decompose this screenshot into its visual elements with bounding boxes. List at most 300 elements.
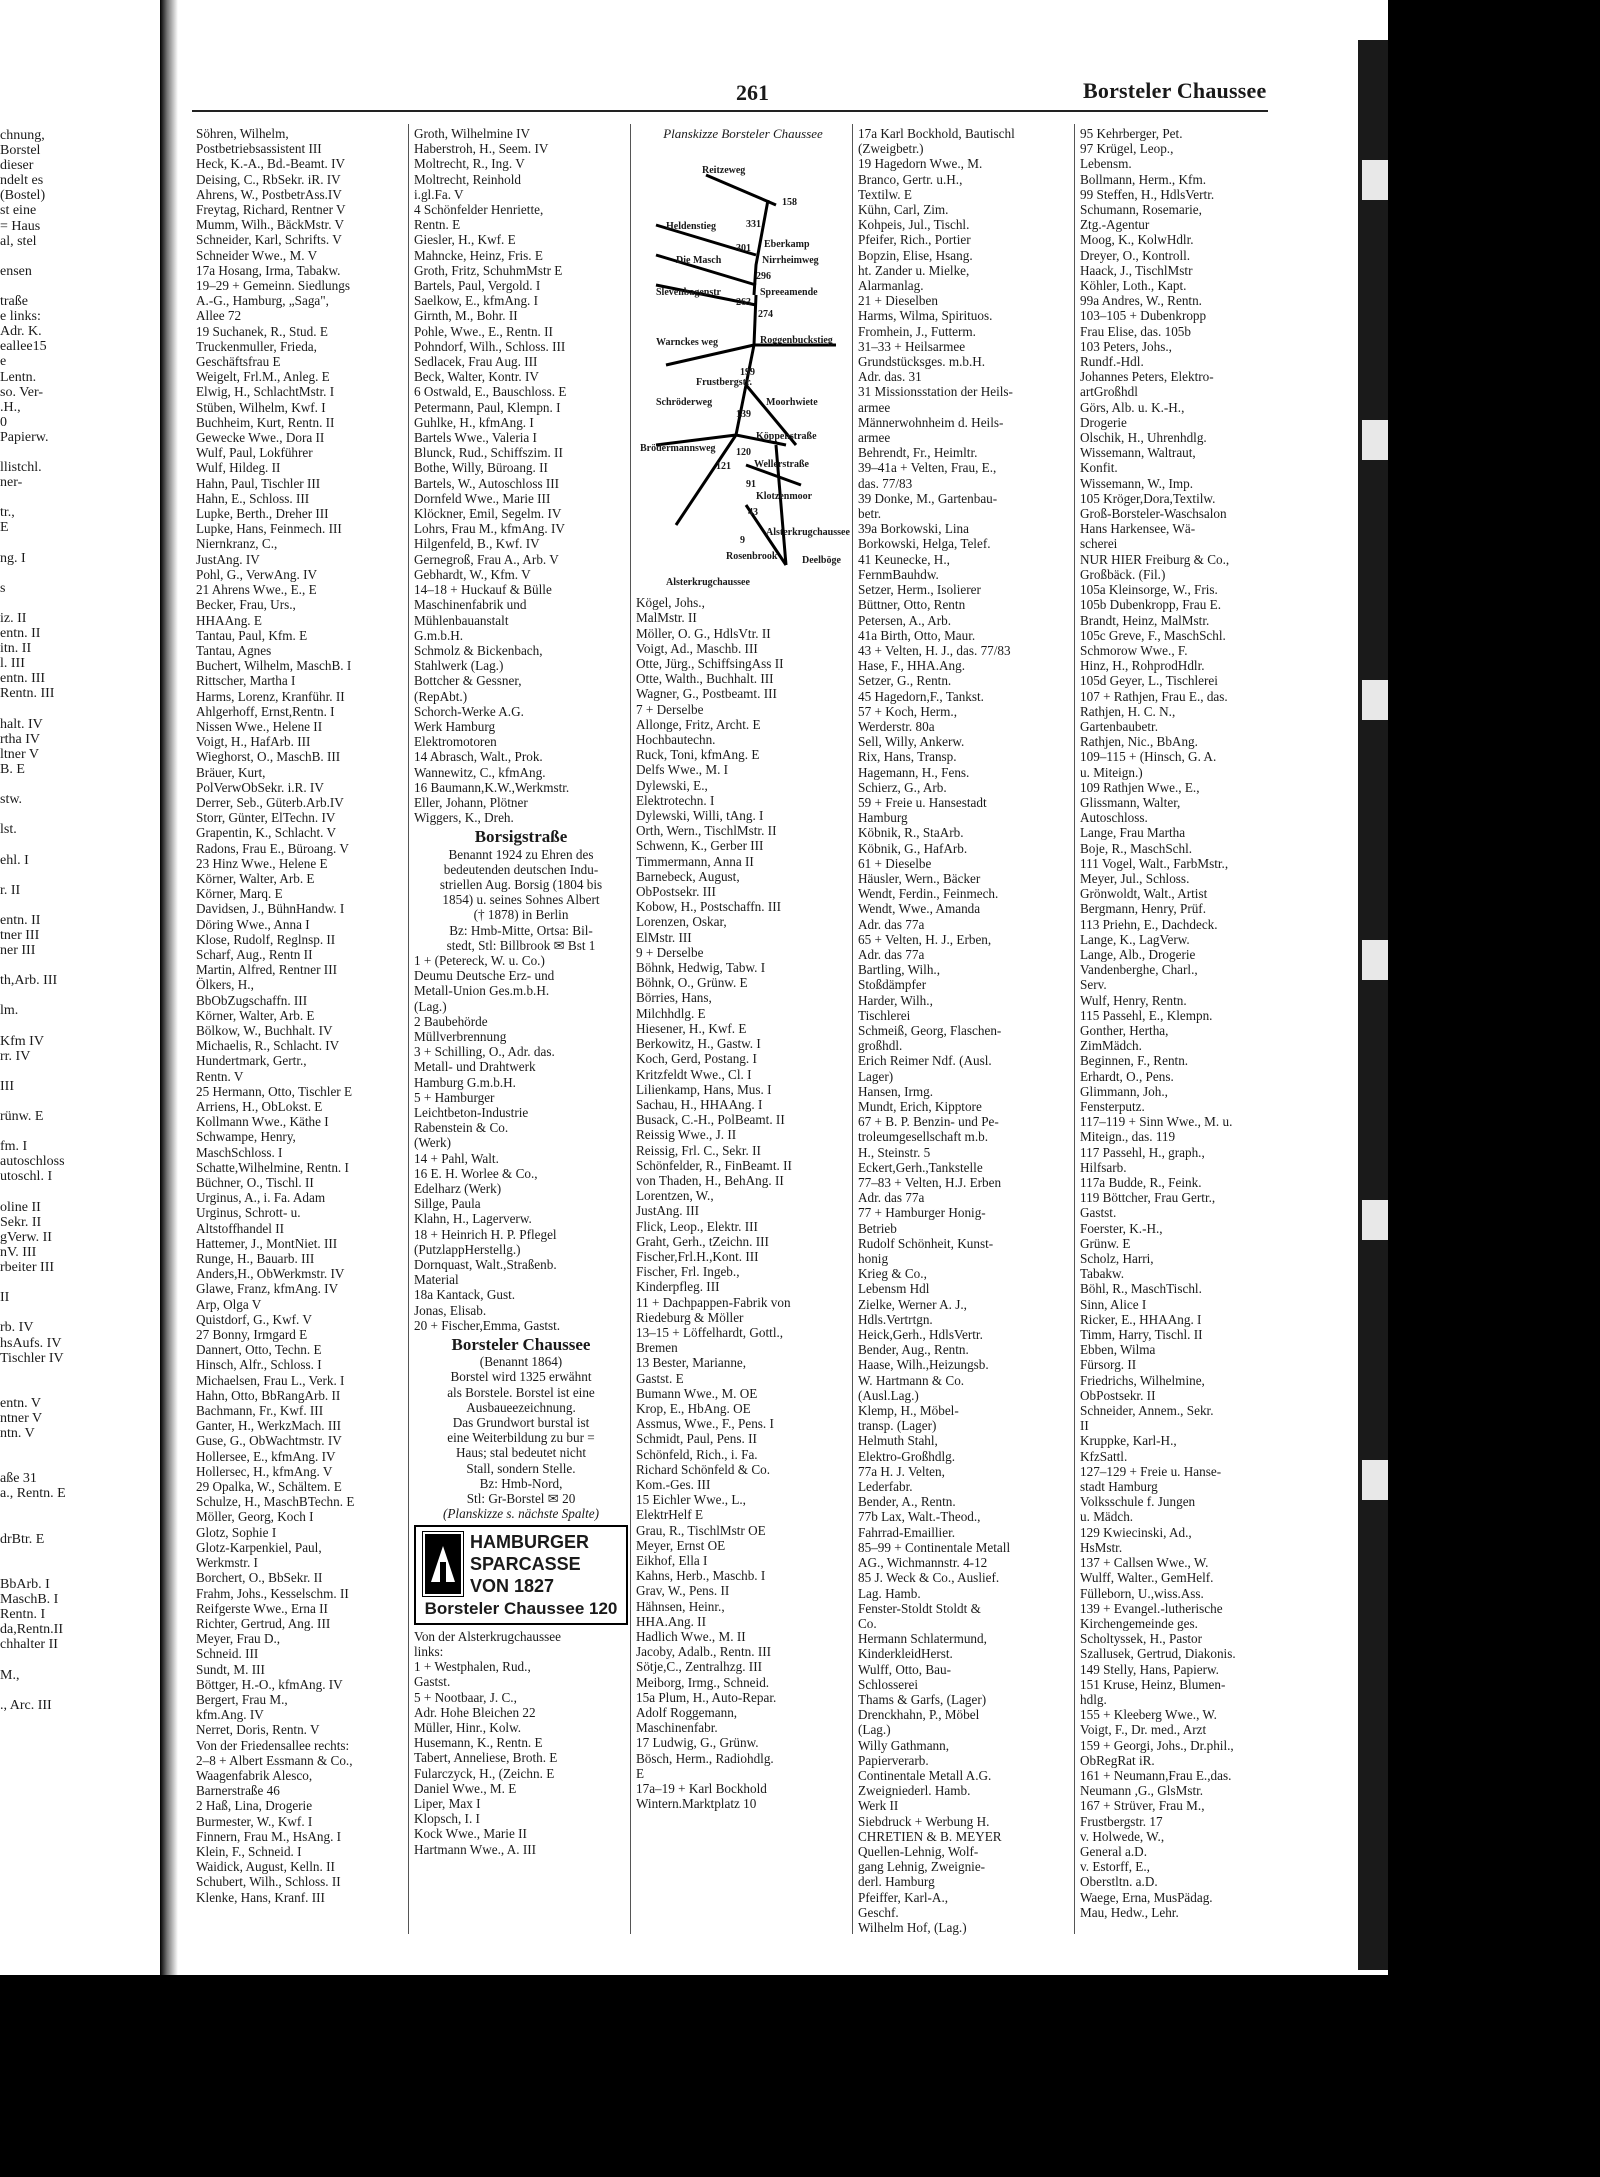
fragment-line: halt. IV xyxy=(0,716,43,732)
directory-entry: Schwenn, K., Gerber III xyxy=(636,838,764,854)
map-number: 120 xyxy=(736,447,751,459)
directory-entry: 19 Hagedorn Wwe., M. xyxy=(858,156,983,172)
directory-entry: 99a Andres, W., Rentn. xyxy=(1080,293,1202,309)
directory-entry: Anders,H., ObWerkmstr. IV xyxy=(196,1266,345,1282)
map-label: Alsterkrugchaussee xyxy=(766,527,850,539)
directory-entry: transp. (Lager) xyxy=(858,1418,937,1434)
directory-entry: Lederfabr. xyxy=(858,1479,913,1495)
directory-entry: Miteign., das. 119 xyxy=(1080,1129,1176,1145)
directory-entry: Bartels Wwe., Valeria I xyxy=(414,430,537,446)
directory-entry: Bender, A., Rentn. xyxy=(858,1494,956,1510)
fragment-line xyxy=(0,702,160,717)
directory-entry: Tantau, Agnes xyxy=(196,642,272,658)
directory-entry: Werk II xyxy=(858,1798,899,1814)
fragment-line xyxy=(0,1652,160,1667)
directory-entry: Richard Schönfeld & Co. xyxy=(636,1461,771,1477)
directory-entry: Wulf, Henry, Rentn. xyxy=(1080,992,1187,1008)
fragment-line: ng. I xyxy=(0,550,26,566)
directory-entry: Hagemann, H., Fens. xyxy=(858,764,970,780)
directory-entry: Gastst. E xyxy=(636,1370,684,1386)
directory-entry: Glissmann, Walter, xyxy=(1080,794,1181,810)
directory-entry: Köbnik, G., HafArb. xyxy=(858,840,968,856)
directory-entry: Körner, Walter, Arb. E xyxy=(196,1007,315,1023)
directory-entry: Lorenzen, Oskar, xyxy=(636,914,727,930)
directory-entry: 117 Passehl, H., graph., xyxy=(1080,1144,1205,1160)
directory-entry: Papierverarb. xyxy=(858,1752,929,1768)
fragment-line: = Haus xyxy=(0,218,41,234)
directory-entry: 139 + Evangel.-lutherische xyxy=(1080,1600,1223,1616)
map-label: Brödermannsweg xyxy=(640,443,716,455)
fragment-line: chhalter II xyxy=(0,1637,58,1653)
directory-entry: Allonge, Fritz, Archt. E xyxy=(636,716,761,732)
directory-entry: Mau, Hedw., Lehr. xyxy=(1080,1904,1179,1920)
directory-entry: 45 Hagedorn,F., Tankst. xyxy=(858,688,984,704)
directory-entry: Nissen Wwe., Helene II xyxy=(196,718,323,734)
directory-entry: 105c Greve, F., MaschSchl. xyxy=(1080,627,1226,643)
fragment-line: Rentn. I xyxy=(0,1607,46,1623)
directory-entry: Meyer, Ernst OE xyxy=(636,1537,726,1553)
directory-entry: Glimmann, Joh., xyxy=(1080,1083,1168,1099)
directory-entry: Grapentin, K., Schlacht. V xyxy=(196,825,337,841)
directory-entry: 1 + (Petereck, W. u. Co.) xyxy=(414,952,545,968)
directory-entry: FernmBauhdw. xyxy=(858,566,939,582)
directory-entry: Girnth, M., Bohr. II xyxy=(414,308,518,324)
fragment-line xyxy=(0,837,160,852)
directory-entry: Voigt, Ad., Maschb. III xyxy=(636,640,758,656)
directory-entry: Heck, K.-A., Bd.-Beamt. IV xyxy=(196,156,346,172)
directory-entry: 17a–19 + Karl Bockhold xyxy=(636,1781,767,1797)
street-map-sketch xyxy=(636,145,848,595)
directory-entry: Glawe, Franz, kfmAng. IV xyxy=(196,1281,339,1297)
directory-entry: Adr. das 77a xyxy=(858,916,925,932)
directory-entry: Schneider, Karl, Schrifts. V xyxy=(196,232,342,248)
directory-entry: Bergert, Frau M., xyxy=(196,1691,288,1707)
fragment-line xyxy=(0,1562,160,1577)
fragment-line: tr., xyxy=(0,505,15,521)
directory-entry: Hinz, H., RohprodHdlr. xyxy=(1080,658,1205,674)
fragment-line: Lentn. xyxy=(0,369,37,385)
directory-entry: Reissig Wwe., J. II xyxy=(636,1127,737,1143)
directory-entry: Schubert, Wilh., Schloss. II xyxy=(196,1874,341,1890)
directory-entry: Johannes Peters, Elektro- xyxy=(1080,369,1214,385)
fragment-line: lst. xyxy=(0,822,17,838)
map-label: Frustbergstr. xyxy=(696,377,753,389)
directory-entry: Schumann, Rosemarie, xyxy=(1080,202,1202,218)
description-line: Borstel wird 1325 erwähnt xyxy=(450,1369,592,1385)
directory-entry: Grönwoldt, Walt., Artist xyxy=(1080,886,1208,902)
directory-entry: Kühn, Carl, Zim. xyxy=(858,202,949,218)
directory-entry: 2–8 + Albert Essmann & Co., xyxy=(196,1752,353,1768)
directory-entry: Grau, R., TischlMstr OE xyxy=(636,1522,766,1538)
directory-entry: Bremen xyxy=(636,1340,678,1356)
directory-entry: 105a Kleinsorge, W., Fris. xyxy=(1080,582,1218,598)
directory-entry: Becker, Frau, Urs., xyxy=(196,597,296,613)
directory-entry: Kohpeis, Jul., Tischl. xyxy=(858,217,970,233)
directory-entry: Adr. das 77a xyxy=(858,946,925,962)
directory-entry: Mühlenbauanstalt xyxy=(414,612,509,628)
fragment-line xyxy=(0,807,160,822)
directory-entry: Volksschule f. Jungen xyxy=(1080,1494,1196,1510)
directory-entry: Klemp, H., Möbel- xyxy=(858,1403,959,1419)
directory-entry: 95 Kehrberger, Pet. xyxy=(1080,126,1183,141)
directory-entry: Burmester, W., Kwf. I xyxy=(196,1813,313,1829)
bank-logo-icon xyxy=(422,1531,464,1597)
directory-entry: Frahm, Johs., Kesselschm. II xyxy=(196,1585,349,1601)
description-line: Ausbaueezeichnung. xyxy=(466,1399,576,1415)
fragment-line xyxy=(0,868,160,883)
directory-entry: G.m.b.H. xyxy=(414,627,464,643)
directory-entry: 7 + Derselbe xyxy=(636,701,704,717)
fragment-line xyxy=(0,1456,160,1471)
directory-entry: Wulf, Hildeg. II xyxy=(196,460,281,476)
directory-entry: Gernegroß, Frau A., Arb. V xyxy=(414,551,559,567)
directory-entry: Werderstr. 80a xyxy=(858,718,935,734)
directory-entry: Hamburg xyxy=(858,810,908,826)
fragment-line xyxy=(0,958,160,973)
directory-entry: Rentn. E xyxy=(414,217,461,233)
directory-entry: Lupke, Hans, Feinmech. III xyxy=(196,521,342,537)
fragment-line xyxy=(0,249,160,264)
directory-entry: Lebensm Hdl xyxy=(858,1281,930,1297)
fragment-line: drBtr. E xyxy=(0,1531,45,1547)
description-line: Benannt 1924 zu Ehren des xyxy=(448,846,594,862)
fragment-line: ehl. I xyxy=(0,852,29,868)
directory-entry: Frau Elise, das. 105b xyxy=(1080,323,1191,339)
directory-entry: honig xyxy=(858,1251,889,1267)
directory-entry: Eikhof, Ella I xyxy=(636,1553,708,1568)
directory-entry: Lilienkamp, Hans, Mus. I xyxy=(636,1081,772,1097)
street-heading-borsigstrasse: Borsigstraße xyxy=(474,827,568,847)
directory-entry: Bartling, Wilh., xyxy=(858,962,941,978)
fragment-line xyxy=(0,1185,160,1200)
directory-entry: Glotz-Karpenkiel, Paul, xyxy=(196,1539,322,1555)
fragment-line: tner III xyxy=(0,927,40,943)
directory-entry: Rathjen, H. C. N., xyxy=(1080,703,1176,719)
directory-entry: 5 + Hamburger xyxy=(414,1089,495,1105)
fragment-line: utoschl. I xyxy=(0,1169,53,1185)
map-label: Reitzeweg xyxy=(702,165,746,177)
directory-entry: Hahn, Paul, Tischler III xyxy=(196,475,321,491)
directory-entry: Allee 72 xyxy=(196,308,242,324)
directory-entry: Lager) xyxy=(858,1068,894,1084)
directory-entry: Berkowitz, H., Gastw. I xyxy=(636,1036,761,1052)
fragment-line: entn. III xyxy=(0,671,46,687)
directory-entry: MaschSchloss. I xyxy=(196,1144,283,1160)
directory-entry: Ahlgerhoff, Ernst,Rentn. I xyxy=(196,703,335,719)
directory-entry: Büttner, Otto, Rentn xyxy=(858,597,966,613)
directory-entry: Fromhein, J., Futterm. xyxy=(858,323,976,339)
directory-entry: Bräuer, Kurt, xyxy=(196,764,266,780)
directory-entry: Timmermann, Anna II xyxy=(636,853,754,869)
running-head: Borsteler Chaussee xyxy=(1083,78,1267,103)
directory-entry: 85 J. Weck & Co., Auslief. xyxy=(858,1570,1000,1586)
directory-entry: Werk Hamburg xyxy=(414,718,496,734)
directory-entry: JustAng. IV xyxy=(196,551,260,567)
directory-entry: Pohl, G., VerwAng. IV xyxy=(196,566,318,582)
directory-entry: Kahns, Herb., Maschb. I xyxy=(636,1568,766,1584)
directory-entry: 9 + Derselbe xyxy=(636,944,704,960)
page-number: 261 xyxy=(736,80,769,105)
directory-entry: Kruppke, Karl-H., xyxy=(1080,1433,1177,1449)
fragment-line: llistchl. xyxy=(0,460,42,476)
fragment-line: chnung, xyxy=(0,128,45,143)
fragment-line: B. E xyxy=(0,761,25,777)
directory-entry: Lohrs, Frau M., kfmAng. IV xyxy=(414,521,565,537)
directory-entry: Böhnk, O., Grünw. E xyxy=(636,975,748,991)
directory-entry: Koch, Gerd, Postang. I xyxy=(636,1051,757,1067)
directory-entry: Dylewski, Willi, tAng. I xyxy=(636,808,764,824)
scan-border xyxy=(1388,0,1600,2177)
directory-entry: Reissig, Frl. C., Sekr. II xyxy=(636,1142,761,1158)
directory-entry: 59 + Freie u. Hansestadt xyxy=(858,794,987,810)
directory-entry: Michaelis, R., Schlacht. IV xyxy=(196,1038,340,1054)
directory-entry: Hase, F., HHA.Ang. xyxy=(858,658,965,674)
directory-entry: Hochbautechn. xyxy=(636,732,716,748)
directory-entry: Ölkers, H., xyxy=(196,977,254,993)
directory-entry: Buchert, Wilhelm, MaschB. I xyxy=(196,658,352,674)
map-number: 274 xyxy=(758,309,773,321)
directory-entry: Adr. das 77a xyxy=(858,1190,925,1206)
directory-entry: Fensterputz. xyxy=(1080,1099,1145,1114)
directory-entry: 31 Missionsstation der Heils- xyxy=(858,384,1013,400)
directory-entry: 17 Ludwig, G., Grünw. xyxy=(636,1735,759,1751)
directory-entry: Olschik, H., Uhrenhdlg. xyxy=(1080,430,1207,446)
directory-entry: 13–15 + Löffelhardt, Gottl., xyxy=(636,1324,784,1340)
directory-entry: JustAng. III xyxy=(636,1203,700,1219)
fragment-line: stw. xyxy=(0,792,23,808)
directory-entry: Werkmstr. I xyxy=(196,1555,258,1571)
directory-entry: Gastst. xyxy=(1080,1205,1117,1221)
directory-entry: Bender, Aug., Rentn. xyxy=(858,1342,969,1358)
directory-entry: Stahlwerk (Lag.) xyxy=(414,658,504,674)
directory-entry: Boje, R., MaschSchl. xyxy=(1080,840,1193,856)
directory-entry: Ricker, E., HHAAng. I xyxy=(1080,1311,1202,1327)
directory-entry: Pfeifer, Rich., Portier xyxy=(858,232,971,248)
directory-entry: u. Miteign.) xyxy=(1080,764,1143,780)
directory-entry: Tantau, Paul, Kfm. E xyxy=(196,627,308,643)
directory-entry: Görs, Alb. u. K.-H., xyxy=(1080,399,1185,415)
directory-entry: Erhardt, O., Pens. xyxy=(1080,1068,1174,1084)
fragment-line: MaschB. I xyxy=(0,1592,59,1608)
fragment-line xyxy=(0,1019,160,1034)
directory-entry: 109 Rathjen Wwe., E., xyxy=(1080,779,1200,795)
fragment-line: Sekr. II xyxy=(0,1214,42,1230)
directory-entry: Waidick, August, Kelln. II xyxy=(196,1859,335,1875)
directory-entry: Moog, K., KolwHdlr. xyxy=(1080,232,1194,248)
directory-entry: Leichtbeton-Industrie xyxy=(414,1105,529,1120)
map-number: 331 xyxy=(746,219,761,231)
fragment-line xyxy=(0,1381,160,1396)
directory-entry: Postbetriebsassistent III xyxy=(196,141,322,157)
directory-entry: Klenke, Hans, Kranf. III xyxy=(196,1889,325,1905)
directory-entry: 4 Schönfelder Henriette, xyxy=(414,202,544,218)
fragment-line xyxy=(0,1305,160,1320)
description-line: striellen Aug. Borsig (1804 bis xyxy=(439,876,603,892)
map-number: 158 xyxy=(782,197,797,209)
directory-entry: Arriens, H., ObLokst. E xyxy=(196,1099,323,1114)
directory-entry: 129 Kwiecinski, Ad., xyxy=(1080,1524,1192,1540)
directory-entry: Betrieb xyxy=(858,1220,897,1236)
directory-entry: Gastst. xyxy=(414,1674,451,1690)
column-4 xyxy=(858,126,1076,1935)
directory-entry: Haase, Wilh.,Heizungsb. xyxy=(858,1357,989,1373)
directory-entry: Krieg & Co., xyxy=(858,1266,927,1282)
directory-entry: Schönfeld, Rich., i. Fa. xyxy=(636,1446,758,1462)
directory-entry: Fischer, Frl. Ingeb., xyxy=(636,1264,740,1280)
directory-entry: Niernkranz, C., xyxy=(196,536,278,552)
directory-entry: Quistdorf, G., Kwf. V xyxy=(196,1311,312,1327)
directory-entry: Textilw. E xyxy=(858,186,912,202)
fragment-line xyxy=(0,445,160,460)
directory-entry: Scharf, Aug., Rentn II xyxy=(196,946,313,962)
directory-entry: 17a Karl Bockhold, Bautischl xyxy=(858,126,1015,141)
advertisement-line: VON 1827 xyxy=(470,1576,555,1597)
directory-entry: Runge, H., Bauarb. III xyxy=(196,1251,315,1267)
directory-entry: 77–83 + Velten, H.J. Erben xyxy=(858,1175,1002,1191)
directory-entry: Edelharz (Werk) xyxy=(414,1181,502,1197)
directory-entry: Bölkow, W., Buchhalt. IV xyxy=(196,1022,333,1038)
directory-entry: Haberstroh, H., Seem. IV xyxy=(414,141,549,157)
fragment-line: Adr. K. xyxy=(0,324,42,340)
directory-entry: Mahncke, Heinz, Fris. E xyxy=(414,247,543,263)
directory-entry: Glotz, Sophie I xyxy=(196,1524,277,1540)
directory-entry: links: xyxy=(414,1643,444,1659)
directory-entry: Möller, Georg, Koch I xyxy=(196,1509,314,1525)
directory-entry: Wendt, Ferdin., Feinmech. xyxy=(858,886,999,902)
directory-entry: Setzer, G., Rentn. xyxy=(858,673,952,689)
directory-entry: 15a Plum, H., Auto-Repar. xyxy=(636,1689,777,1705)
directory-entry: Bartels, W., Autoschloss III xyxy=(414,475,560,491)
directory-entry: Hilfsarb. xyxy=(1080,1159,1127,1175)
directory-entry: 159 + Georgi, Johs., Dr.phil., xyxy=(1080,1737,1234,1753)
directory-entry: Mumm, Wilh., BäckMstr. V xyxy=(196,217,345,233)
directory-entry: Bachmann, Fr., Kwf. III xyxy=(196,1403,324,1419)
street-subtitle: (Benannt 1864) xyxy=(479,1354,563,1370)
column-rule xyxy=(852,124,853,1934)
directory-entry: Möller, O. G., HdlsVtr. II xyxy=(636,625,771,641)
directory-entry: W. Hartmann & Co. xyxy=(858,1372,965,1388)
directory-entry: Konfit. xyxy=(1080,460,1118,476)
directory-entry: Erich Reimer Ndf. (Ausl. xyxy=(858,1053,992,1069)
directory-entry: Köbnik, R., StaArb. xyxy=(858,825,964,841)
directory-entry: 105b Dubenkropp, Frau E. xyxy=(1080,597,1222,613)
fragment-line: Borstel xyxy=(0,143,41,159)
directory-entry: 77b Lax, Walt.-Theod., xyxy=(858,1509,981,1525)
directory-entry: Autoschloss. xyxy=(1080,810,1148,826)
directory-entry: Orth, Wern., TischlMstr. II xyxy=(636,823,777,839)
directory-entry: Wiggers, K., Dreh. xyxy=(414,810,514,826)
directory-entry: Rentn. V xyxy=(196,1068,244,1084)
directory-entry: Zielke, Werner A. J., xyxy=(858,1296,967,1312)
fragment-line: s xyxy=(0,580,6,596)
directory-entry: 16 Baumann,K.W.,Werkmstr. xyxy=(414,779,570,795)
fragment-line: hsAufs. IV xyxy=(0,1335,62,1351)
map-label: Köppenstraße xyxy=(756,431,817,443)
directory-entry: Scholz, Harri, xyxy=(1080,1251,1154,1267)
directory-entry: ObRegRat iR. xyxy=(1080,1752,1155,1768)
directory-entry: Harder, Wilh., xyxy=(858,992,933,1008)
directory-entry: Hartmann Wwe., A. III xyxy=(414,1841,537,1857)
directory-entry: Haack, J., TischlMstr xyxy=(1080,262,1193,278)
description-line: als Borstele. Borstel ist eine xyxy=(447,1384,595,1400)
advertisement-line: SPARCASSE xyxy=(470,1554,581,1575)
directory-entry: Stoßdämpfer xyxy=(858,977,927,993)
directory-entry: Rittscher, Martha I xyxy=(196,673,296,689)
directory-entry: Müllverbrennung xyxy=(414,1028,507,1044)
map-number: 139 xyxy=(736,409,751,421)
fragment-line: a., Rentn. E xyxy=(0,1486,66,1502)
directory-entry: Wissemann, Waltraut, xyxy=(1080,445,1196,461)
directory-entry: Gartenbaubetr. xyxy=(1080,718,1158,734)
directory-entry: 14 Abrasch, Walt., Prok. xyxy=(414,749,543,765)
fragment-line: M., xyxy=(0,1667,20,1683)
directory-entry: Petermann, Paul, Klempn. I xyxy=(414,399,561,415)
directory-entry: Mundt, Erich, Kipptore xyxy=(858,1099,982,1114)
directory-entry: General a.D. xyxy=(1080,1843,1147,1859)
directory-entry: Elwig, H., SchlachtMstr. I xyxy=(196,384,335,400)
directory-entry: Lag. Hamb. xyxy=(858,1585,921,1601)
description-line: 1854) u. seines Sohnes Albert xyxy=(442,892,600,908)
directory-entry: scherei xyxy=(1080,536,1118,552)
directory-entry: Lupke, Berth., Dreher III xyxy=(196,506,329,522)
directory-entry: Schulze, H., MaschBTechn. E xyxy=(196,1494,355,1510)
directory-entry: artGroßhdl xyxy=(1080,384,1138,400)
map-label: Schröderweg xyxy=(656,397,713,409)
directory-entry: Fahrrad-Emaillier. xyxy=(858,1524,956,1540)
directory-entry: Elektro-Großhdlg. xyxy=(858,1448,956,1464)
directory-entry: Fenster-Stoldt Stoldt & xyxy=(858,1600,981,1616)
directory-entry: Frustbergstr. 17 xyxy=(1080,1813,1163,1829)
directory-entry: Heick,Gerh., HdlsVertr. xyxy=(858,1327,983,1343)
directory-entry: kfm.Ang. IV xyxy=(196,1707,264,1723)
directory-entry: 21 Ahrens Wwe., E., E xyxy=(196,582,317,598)
fragment-line: da,Rentn.II xyxy=(0,1622,63,1638)
directory-entry: Männerwohnheim d. Heils- xyxy=(858,414,1004,430)
directory-entry: Ebben, Wilma xyxy=(1080,1342,1156,1358)
directory-entry: Hinsch, Alfr., Schloss. I xyxy=(196,1357,322,1373)
directory-entry: Bumann Wwe., M. OE xyxy=(636,1385,758,1401)
column-2-entries xyxy=(414,126,628,825)
directory-entry: Pohle, Wwe., E., Rentn. II xyxy=(414,323,553,339)
map-label: Heldenstieg xyxy=(666,221,716,233)
fragment-line: st eine xyxy=(0,203,37,219)
directory-entry: Timm, Harry, Tischl. II xyxy=(1080,1327,1203,1343)
advertisement-name xyxy=(470,1531,589,1597)
directory-entry: Barnerstraße 46 xyxy=(196,1783,280,1799)
directory-entry: Sinn, Alice I xyxy=(1080,1296,1147,1312)
directory-entry: Pfeiffer, Karl-A., xyxy=(858,1889,949,1905)
directory-entry: Schönfelder, R., FinBeamt. II xyxy=(636,1157,792,1173)
directory-entry: 65 + Velten, H. J., Erben, xyxy=(858,931,992,947)
fragment-line: 0 xyxy=(0,414,7,430)
fragment-line xyxy=(0,1517,160,1532)
directory-entry: Klopsch, I. I xyxy=(414,1811,480,1827)
directory-entry: Elektromotoren xyxy=(414,734,497,750)
directory-entry: Schmolz & Bickenbach, xyxy=(414,642,543,658)
directory-entry: Metall- und Drahtwerk xyxy=(414,1059,536,1075)
directory-entry: Moltrecht, Reinhold xyxy=(414,171,521,187)
fragment-line xyxy=(0,1683,160,1698)
directory-entry: Freytag, Richard, Rentner V xyxy=(196,202,346,218)
directory-entry: 5 + Nootbaar, J. C., xyxy=(414,1689,517,1705)
directory-entry: Vandenberghe, Charl., xyxy=(1080,962,1198,978)
fragment-line: gVerw. II xyxy=(0,1229,52,1245)
directory-entry: CHRETIEN & B. MEYER xyxy=(858,1828,1002,1844)
map-label: Spreeamende xyxy=(760,287,818,299)
directory-entry: Urginus, Schrott- u. xyxy=(196,1205,301,1221)
column-3-entries xyxy=(636,595,850,1811)
fragment-line: iz. II xyxy=(0,611,27,626)
